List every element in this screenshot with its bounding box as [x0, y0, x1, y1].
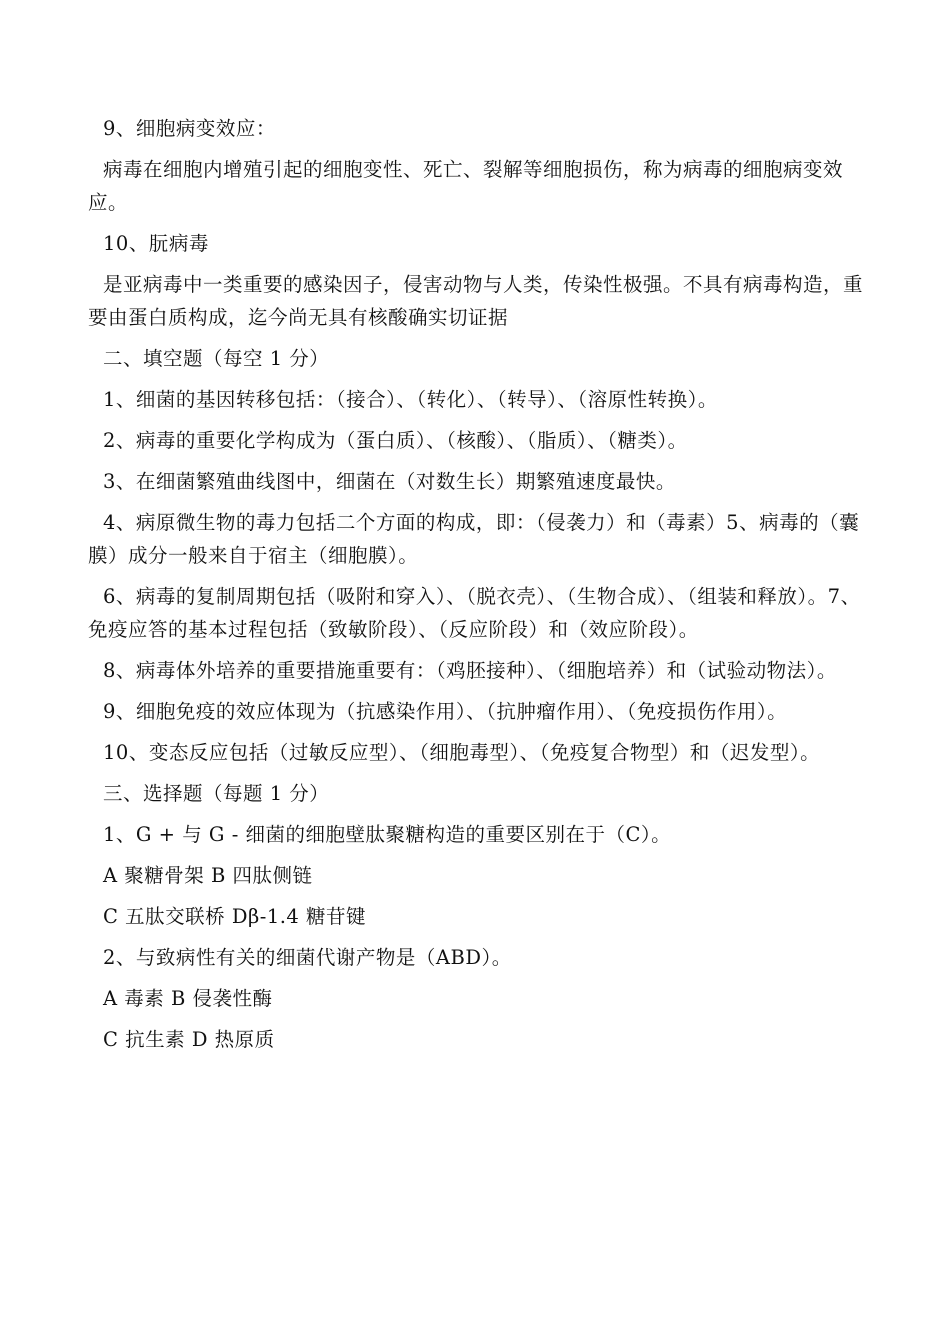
- choice-question-1-options-ab: A 聚糖骨架 B 四肽侧链: [103, 864, 313, 887]
- choice-question-1-options-cd: C 五肽交联桥 Dβ-1.4 糖苷键: [103, 905, 367, 928]
- paragraph-prion-definition: 是亚病毒中一类重要的感染因子，侵害动物与人类，传染性极强。不具有病毒构造，重要由蛋白质构成，迄今尚无具有核酸确实切证据: [88, 273, 864, 329]
- fill-in-item-9: 9、细胞免疫的效应体现为（抗感染作用）、（抗肿瘤作用）、（免疫损伤作用）。: [103, 700, 788, 723]
- section-heading-fill-in: 二、填空题（每空 1 分）: [103, 347, 330, 370]
- heading-prion: 10、朊病毒: [103, 232, 209, 255]
- fill-in-item-8: 8、病毒体外培养的重要措施重要有：（鸡胚接种）、（细胞培养）和（试验动物法）。: [103, 659, 837, 682]
- choice-question-2-options-cd: C 抗生素 D 热原质: [103, 1028, 275, 1051]
- document-page: [88, 112, 864, 1064]
- choice-question-2: 2、与致病性有关的细菌代谢产物是（ABD）。: [103, 946, 512, 969]
- fill-in-item-10: 10、变态反应包括（过敏反应型）、（细胞毒型）、（免疫复合物型）和（迟发型）。: [103, 741, 821, 764]
- paragraph-cytopathic-effect-definition: 病毒在细胞内增殖引起的细胞变性、死亡、裂解等细胞损伤，称为病毒的细胞病变效应。: [88, 158, 844, 214]
- fill-in-item-6-7: 6、病毒的复制周期包括（吸附和穿入）、（脱衣壳）、（生物合成）、（组装和释放）。7、免疫应答的基本过程包括（致敏阶段）、（反应阶段）和（效应阶段）。: [88, 585, 861, 641]
- choice-question-1: 1、G + 与 G - 细菌的细胞壁肽聚糖构造的重要区别在于（C）。: [103, 823, 672, 846]
- fill-in-item-3: 3、在细菌繁殖曲线图中，细菌在（对数生长）期繁殖速度最快。: [103, 470, 676, 493]
- fill-in-item-4-5: 4、病原微生物的毒力包括二个方面的构成，即：（侵袭力）和（毒素）5、病毒的（囊膜）成分一般来自于宿主（细胞膜）。: [88, 511, 860, 567]
- choice-question-2-options-ab: A 毒素 B 侵袭性酶: [103, 987, 273, 1010]
- section-heading-choice: 三、选择题（每题 1 分）: [103, 782, 330, 805]
- heading-cytopathic-effect: 9、细胞病变效应：: [103, 117, 276, 140]
- fill-in-item-2: 2、病毒的重要化学构成为（蛋白质）、（核酸）、（脂质）、（糖类）。: [103, 429, 688, 452]
- fill-in-item-1: 1、细菌的基因转移包括：（接合）、（转化）、（转导）、（溶原性转换）。: [103, 388, 718, 411]
